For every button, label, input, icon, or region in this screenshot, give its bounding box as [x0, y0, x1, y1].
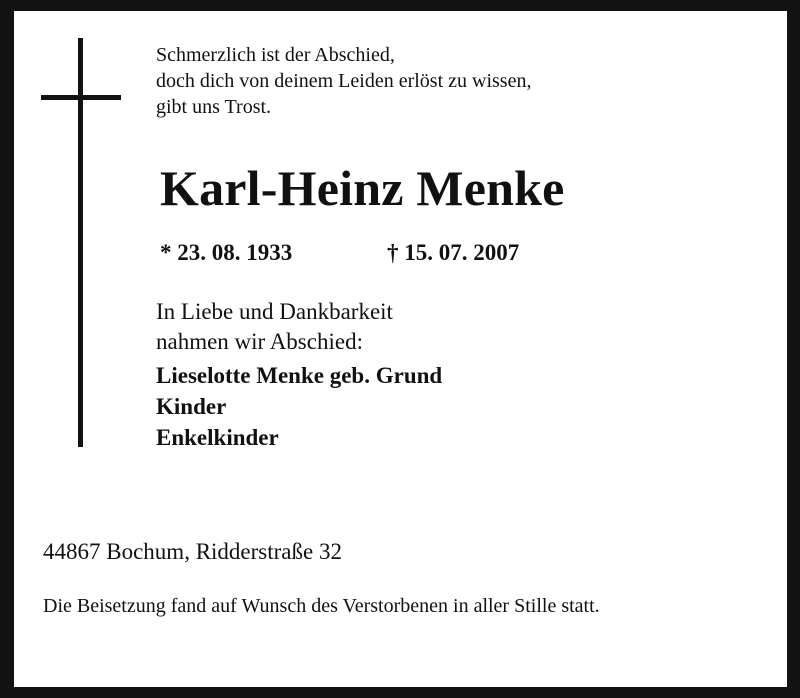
death-date: † 15. 07. 2007 [387, 240, 520, 265]
cross-symbol-horizontal-bar [41, 95, 121, 100]
memorial-motto [156, 42, 531, 120]
family-address: 44867 Bochum, Ridderstraße 32 [43, 539, 342, 564]
mourners-list [156, 360, 442, 453]
mourner-entry: Lieselotte Menke geb. Grund [156, 363, 443, 388]
intro-line: nahmen wir Abschied: [156, 329, 363, 354]
farewell-intro [156, 297, 393, 357]
birth-date: * 23. 08. 1933 [160, 240, 293, 265]
funeral-note: Die Beisetzung fand auf Wunsch des Verstorbenen in aller Stille statt. [43, 595, 600, 617]
deceased-name: Karl-Heinz Menke [160, 160, 565, 216]
motto-line: gibt uns Trost. [156, 96, 272, 118]
motto-line: Schmerzlich ist der Abschied, [156, 44, 395, 66]
mourner-entry: Enkelkinder [156, 425, 279, 450]
intro-line: In Liebe und Dankbarkeit [156, 299, 393, 324]
mourner-entry: Kinder [156, 394, 227, 419]
motto-line: doch dich von deinem Leiden erlöst zu wissen, [156, 70, 532, 92]
